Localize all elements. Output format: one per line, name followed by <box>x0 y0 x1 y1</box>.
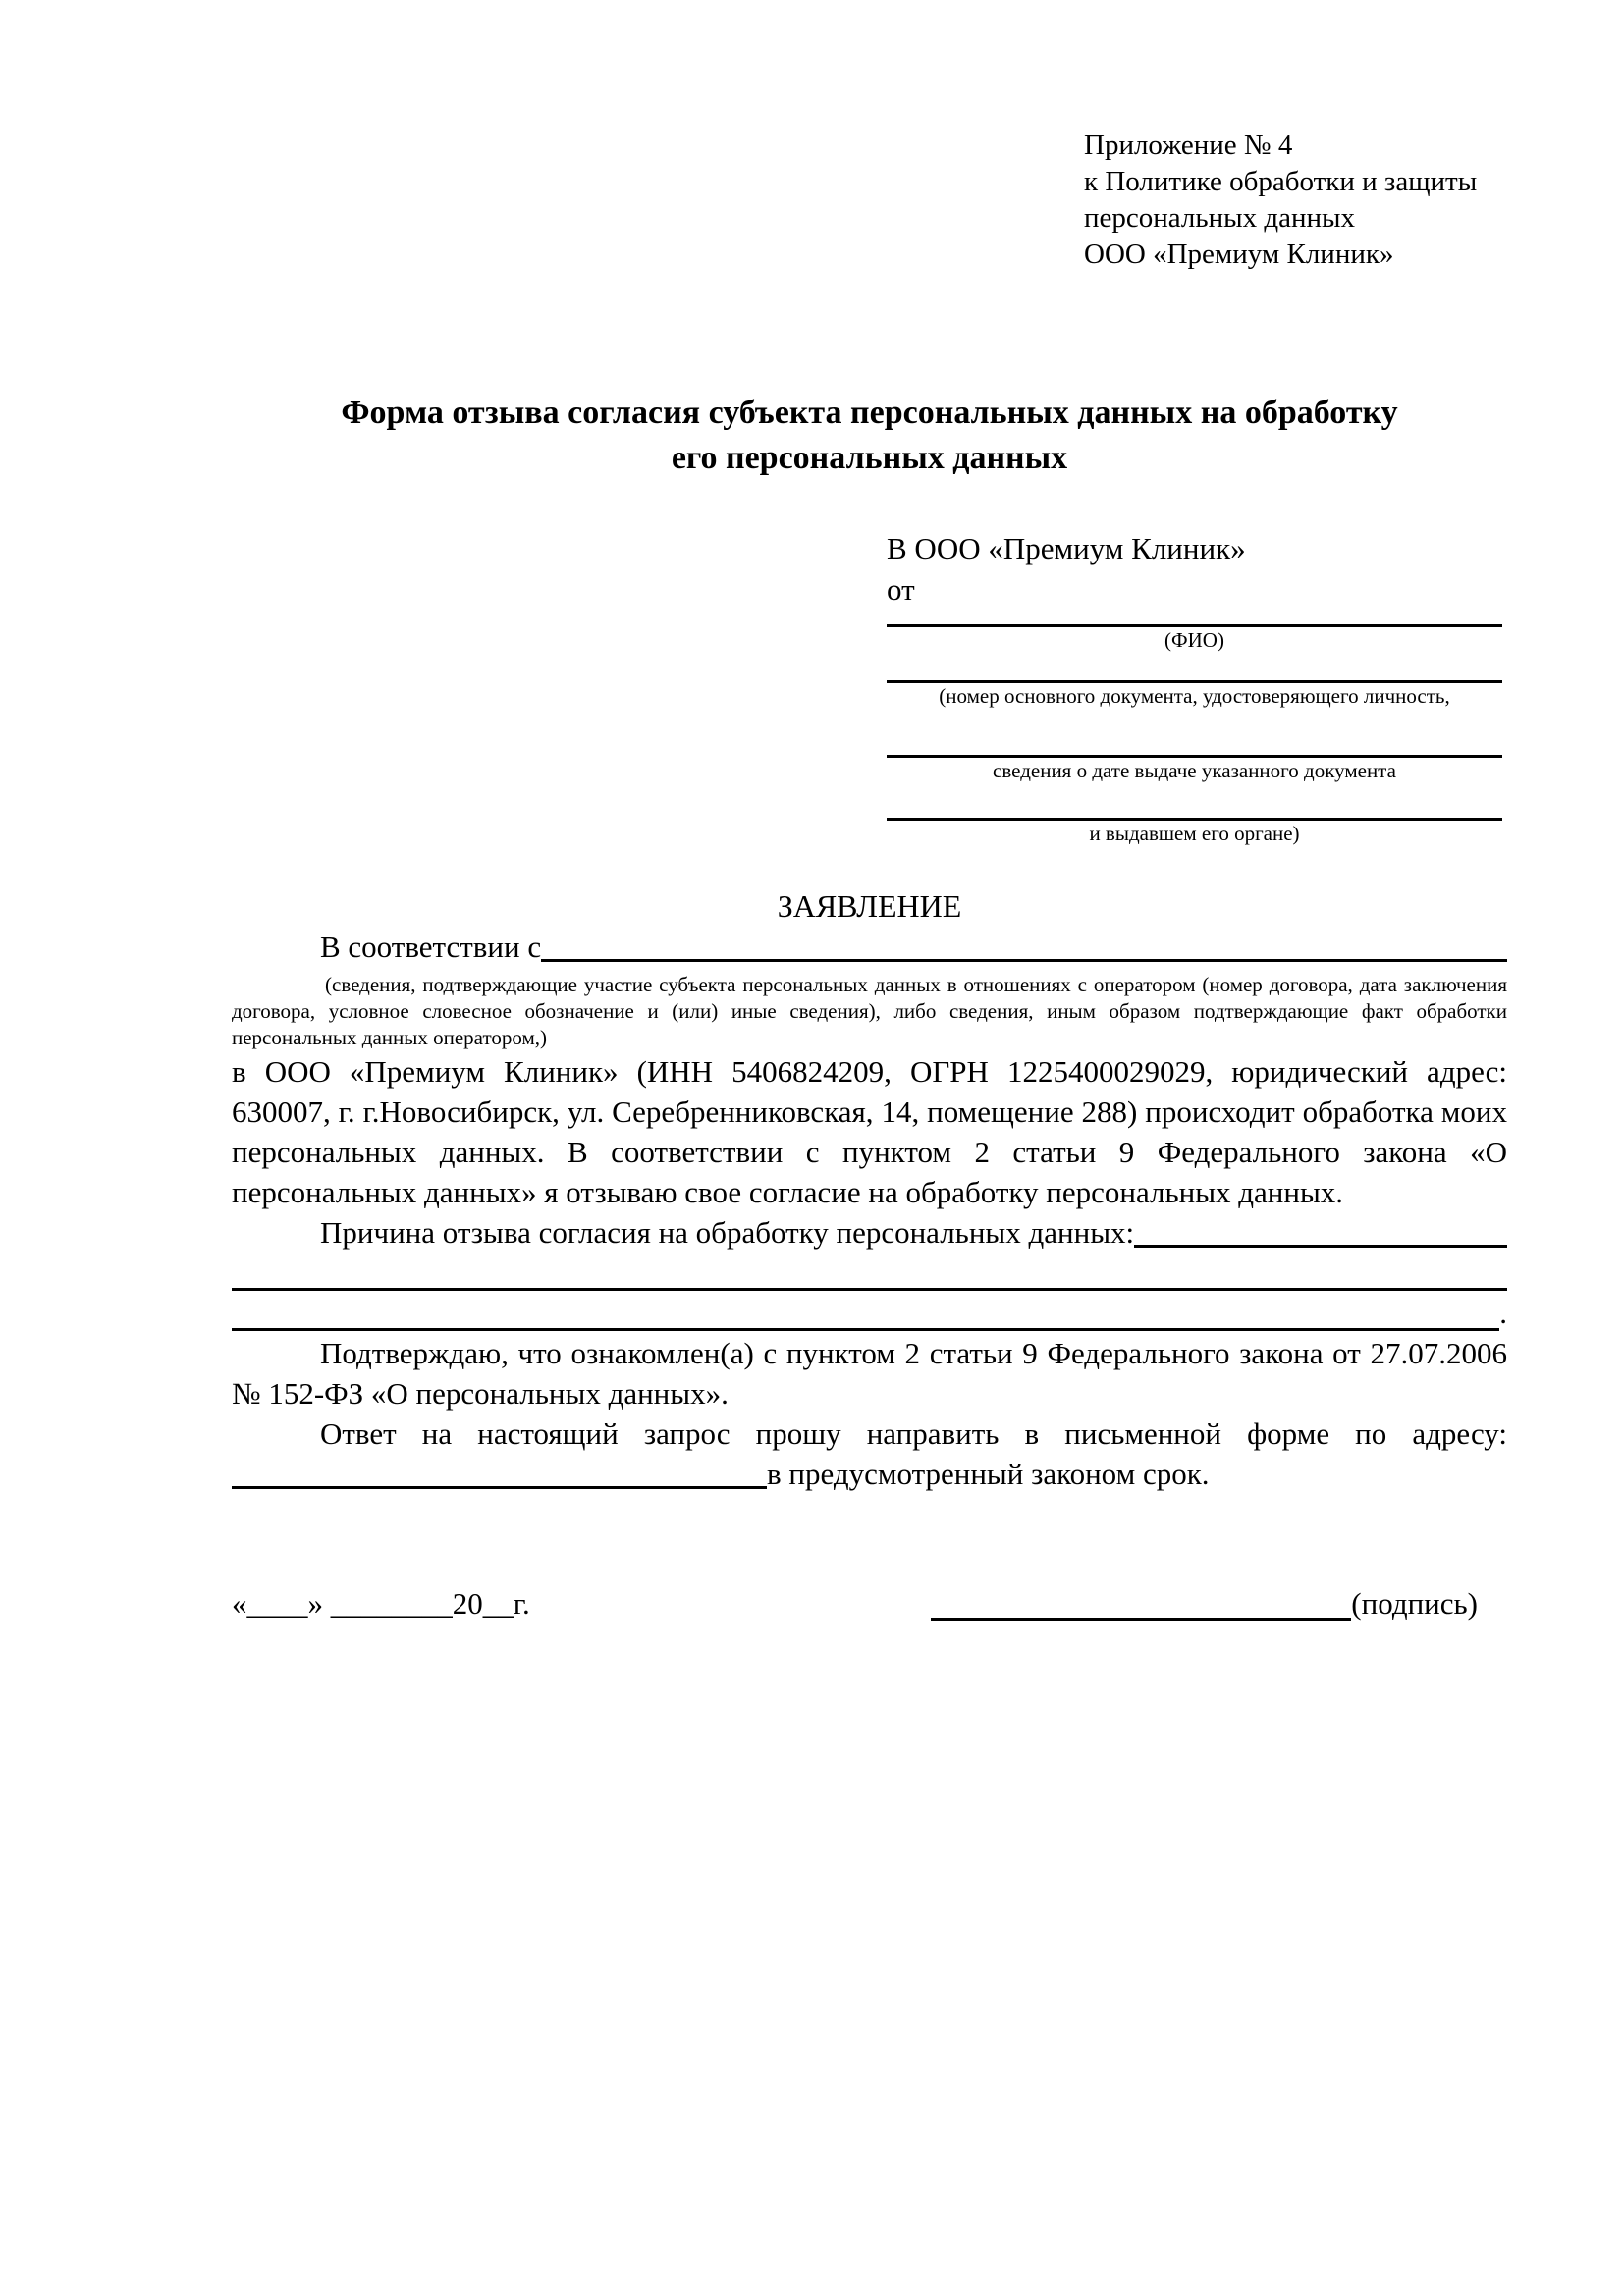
document-number-field-caption: (номер основного документа, удостоверяющего личность, <box>939 684 1450 708</box>
confirmation-paragraph: Подтверждаю, что ознакомлен(а) с пунктом 2 статьи 9 Федерального закона от 27.07.2006 № 152-ФЗ «О персональных данных». <box>232 1336 1507 1411</box>
fine-print-note: (сведения, подтверждающие участие субъекта персональных данных в отношениях с оператором (номер договора, дата заключения договора, условное словесное обозначение и (или) иные сведения), либо сведения, иным образом подтверждающие факт обработки персональных данных оператором,) <box>232 973 1507 1049</box>
fio-field <box>887 624 1502 653</box>
date-signature-row <box>232 1582 1507 1626</box>
blank-fill-line <box>232 1293 1499 1331</box>
document-title-line: его персональных данных <box>671 440 1068 476</box>
issuer-field <box>887 818 1502 846</box>
appendix-header <box>1084 128 1555 273</box>
date-blank-line: «____» ________20__г. <box>232 1586 530 1621</box>
addressee-to: В ООО «Премиум Клиник» <box>887 531 1246 565</box>
appendix-line: к Политике обработки и защиты <box>1084 166 1478 197</box>
document-title-line: Форма отзыва согласия субъекта персональных данных на обработку <box>341 395 1398 431</box>
appendix-line: Приложение № 4 <box>1084 130 1293 161</box>
statement-section <box>232 886 1507 1494</box>
reason-line <box>232 1212 1507 1253</box>
address-fill-line <box>232 1454 767 1489</box>
document-number-field <box>887 680 1502 709</box>
addressee-block <box>887 528 1502 846</box>
signature-block <box>931 1582 1478 1626</box>
reason-fill-line <box>1134 1212 1507 1248</box>
document-title <box>232 391 1507 481</box>
reply-tail-text: в предусмотренный законом срок. <box>767 1457 1210 1491</box>
statement-heading: ЗАЯВЛЕНИЕ <box>777 888 962 924</box>
issue-date-field-caption: сведения о дате выдаче указанного документа <box>993 759 1396 782</box>
opening-label: В соответствии с <box>320 930 542 964</box>
addressee-from-label: от <box>887 572 915 607</box>
issuer-field-caption: и выдавшем его органе) <box>1089 822 1300 845</box>
signature-caption: (подпись) <box>1351 1586 1478 1621</box>
line-terminator: . <box>1499 1296 1507 1330</box>
blank-fill-line <box>232 1253 1507 1291</box>
blank-write-in-line <box>232 1293 1507 1333</box>
reply-request-paragraph: Ответ на настоящий запрос прошу направить в письменной форме по адресу: <box>320 1416 1507 1451</box>
signature-fill-line <box>931 1582 1351 1621</box>
reply-address-line <box>232 1454 1507 1494</box>
fio-field-caption: (ФИО) <box>1164 628 1224 652</box>
appendix-line: персональных данных <box>1084 202 1356 234</box>
reason-label: Причина отзыва согласия на обработку персональных данных: <box>320 1215 1135 1250</box>
issue-date-field <box>887 755 1502 783</box>
opening-fill-line <box>541 927 1507 962</box>
opening-line <box>232 927 1507 967</box>
appendix-line: ООО «Премиум Клиник» <box>1084 239 1394 270</box>
body-paragraph: в ООО «Премиум Клиник» (ИНН 5406824209, ОГРН 1225400029029, юридический адрес: 630007, г. г.Новосибирск, ул. Серебренниковская, 14, помещение 288) происходит обработка моих персональных данных. В соответствии с пунктом 2 статьи 9 Федерального закона «О персональных данных» я отзываю свое согласие на обработку персональных данных. <box>232 1054 1507 1209</box>
blank-write-in-line <box>232 1253 1507 1293</box>
